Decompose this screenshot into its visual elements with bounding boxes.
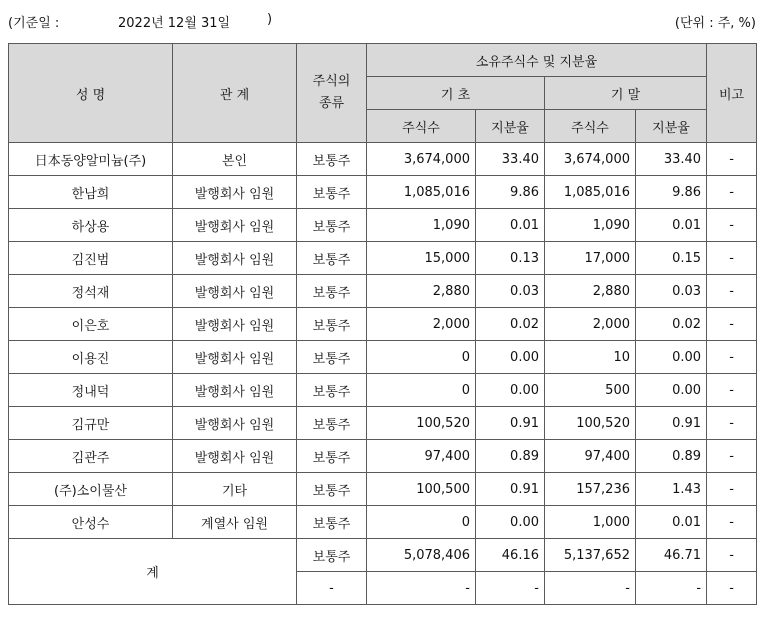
- col-header-end-ratio: 지분율: [636, 110, 707, 143]
- cell-end-ratio: 0.01: [636, 506, 707, 539]
- cell-note: -: [707, 308, 757, 341]
- cell-stock-type: 보통주: [297, 143, 367, 176]
- cell-note: -: [707, 341, 757, 374]
- cell-relation: 발행회사 임원: [173, 275, 297, 308]
- cell-name: 정내덕: [9, 374, 173, 407]
- cell-end-shares: 3,674,000: [545, 143, 636, 176]
- cell-stock-type: 보통주: [297, 440, 367, 473]
- cell-begin-shares: 1,085,016: [367, 176, 476, 209]
- table-row: [9, 143, 757, 176]
- cell-begin-ratio: 0.00: [476, 341, 545, 374]
- cell-relation: 발행회사 임원: [173, 176, 297, 209]
- cell-begin-ratio: 0.89: [476, 440, 545, 473]
- cell-end-shares: 100,520: [545, 407, 636, 440]
- cell-begin-shares: 3,674,000: [367, 143, 476, 176]
- cell-begin-shares: 97,400: [367, 440, 476, 473]
- cell-note: -: [707, 242, 757, 275]
- cell-end-shares: 17,000: [545, 242, 636, 275]
- cell-stock-type: 보통주: [297, 242, 367, 275]
- total-other-end-ratio: -: [636, 572, 707, 605]
- cell-end-shares: 2,880: [545, 275, 636, 308]
- col-header-begin-ratio: 지분율: [476, 110, 545, 143]
- cell-name: 이은호: [9, 308, 173, 341]
- cell-begin-shares: 0: [367, 341, 476, 374]
- col-header-ownership: 소유주식수 및 지분율: [367, 44, 707, 77]
- table-row: [9, 308, 757, 341]
- total-other-end-shares: -: [545, 572, 636, 605]
- unit-label: (단위 : 주, %): [674, 16, 756, 31]
- cell-name: 안성수: [9, 506, 173, 539]
- cell-end-shares: 97,400: [545, 440, 636, 473]
- base-date-value: 2022년 12월 31일: [118, 16, 231, 31]
- col-header-stock-type: 주식의 종류: [297, 44, 367, 143]
- table-row: [9, 374, 757, 407]
- cell-begin-ratio: 0.02: [476, 308, 545, 341]
- cell-stock-type: 보통주: [297, 473, 367, 506]
- table-row: [9, 275, 757, 308]
- cell-end-ratio: 9.86: [636, 176, 707, 209]
- cell-note: -: [707, 275, 757, 308]
- cell-relation: 발행회사 임원: [173, 374, 297, 407]
- cell-end-ratio: 0.00: [636, 341, 707, 374]
- cell-end-shares: 1,085,016: [545, 176, 636, 209]
- cell-relation: 발행회사 임원: [173, 242, 297, 275]
- cell-name: 한남희: [9, 176, 173, 209]
- cell-relation: 본인: [173, 143, 297, 176]
- cell-end-shares: 500: [545, 374, 636, 407]
- cell-begin-shares: 100,520: [367, 407, 476, 440]
- cell-note: -: [707, 440, 757, 473]
- cell-begin-ratio: 9.86: [476, 176, 545, 209]
- cell-end-ratio: 0.89: [636, 440, 707, 473]
- table-row: [9, 176, 757, 209]
- col-header-begin: 기 초: [367, 77, 545, 110]
- cell-end-ratio: 0.01: [636, 209, 707, 242]
- total-other-begin-shares: -: [367, 572, 476, 605]
- cell-begin-ratio: 33.40: [476, 143, 545, 176]
- total-end-ratio: 46.71: [636, 539, 707, 572]
- table-row: [9, 506, 757, 539]
- cell-name: 김규만: [9, 407, 173, 440]
- cell-begin-ratio: 0.13: [476, 242, 545, 275]
- cell-end-ratio: 33.40: [636, 143, 707, 176]
- cell-name: 이용진: [9, 341, 173, 374]
- cell-stock-type: 보통주: [297, 275, 367, 308]
- cell-end-shares: 2,000: [545, 308, 636, 341]
- cell-note: -: [707, 506, 757, 539]
- cell-begin-ratio: 0.01: [476, 209, 545, 242]
- cell-relation: 기타: [173, 473, 297, 506]
- cell-end-shares: 10: [545, 341, 636, 374]
- cell-relation: 발행회사 임원: [173, 308, 297, 341]
- report-header: [8, 12, 756, 30]
- cell-stock-type: 보통주: [297, 506, 367, 539]
- cell-begin-ratio: 0.03: [476, 275, 545, 308]
- table-row: [9, 209, 757, 242]
- cell-relation: 발행회사 임원: [173, 440, 297, 473]
- shareholder-table: [8, 43, 757, 605]
- total-note: -: [707, 539, 757, 572]
- cell-stock-type: 보통주: [297, 176, 367, 209]
- cell-name: (주)소이물산: [9, 473, 173, 506]
- cell-begin-ratio: 0.91: [476, 473, 545, 506]
- total-other-begin-ratio: -: [476, 572, 545, 605]
- cell-end-shares: 157,236: [545, 473, 636, 506]
- col-header-relation: 관 계: [173, 44, 297, 143]
- cell-name: 하상용: [9, 209, 173, 242]
- cell-begin-ratio: 0.91: [476, 407, 545, 440]
- cell-end-ratio: 0.15: [636, 242, 707, 275]
- cell-stock-type: 보통주: [297, 341, 367, 374]
- cell-note: -: [707, 374, 757, 407]
- table-row: [9, 242, 757, 275]
- cell-relation: 발행회사 임원: [173, 341, 297, 374]
- cell-relation: 발행회사 임원: [173, 209, 297, 242]
- cell-begin-shares: 100,500: [367, 473, 476, 506]
- cell-stock-type: 보통주: [297, 374, 367, 407]
- cell-name: 日本동양알미늄(주): [9, 143, 173, 176]
- cell-note: -: [707, 209, 757, 242]
- table-row: [9, 473, 757, 506]
- cell-note: -: [707, 473, 757, 506]
- cell-end-ratio: 0.02: [636, 308, 707, 341]
- base-date-label: (기준일 :: [8, 16, 60, 31]
- cell-relation: 계열사 임원: [173, 506, 297, 539]
- cell-end-ratio: 1.43: [636, 473, 707, 506]
- cell-begin-ratio: 0.00: [476, 374, 545, 407]
- cell-name: 김관주: [9, 440, 173, 473]
- cell-note: -: [707, 407, 757, 440]
- cell-begin-shares: 15,000: [367, 242, 476, 275]
- total-end-shares: 5,137,652: [545, 539, 636, 572]
- cell-begin-shares: 2,880: [367, 275, 476, 308]
- base-date-close: ): [267, 12, 273, 27]
- total-type: 보통주: [297, 539, 367, 572]
- cell-end-ratio: 0.00: [636, 374, 707, 407]
- table-row: [9, 407, 757, 440]
- col-header-begin-shares: 주식수: [367, 110, 476, 143]
- cell-name: 정석재: [9, 275, 173, 308]
- col-header-end: 기 말: [545, 77, 707, 110]
- cell-relation: 발행회사 임원: [173, 407, 297, 440]
- cell-stock-type: 보통주: [297, 407, 367, 440]
- total-label: 계: [9, 539, 297, 605]
- col-header-note: 비고: [707, 44, 757, 143]
- cell-end-ratio: 0.03: [636, 275, 707, 308]
- total-begin-ratio: 46.16: [476, 539, 545, 572]
- cell-stock-type: 보통주: [297, 308, 367, 341]
- cell-end-ratio: 0.91: [636, 407, 707, 440]
- cell-begin-shares: 0: [367, 374, 476, 407]
- cell-end-shares: 1,090: [545, 209, 636, 242]
- table-row: [9, 341, 757, 374]
- cell-begin-shares: 2,000: [367, 308, 476, 341]
- cell-begin-ratio: 0.00: [476, 506, 545, 539]
- cell-note: -: [707, 143, 757, 176]
- cell-stock-type: 보통주: [297, 209, 367, 242]
- cell-note: -: [707, 176, 757, 209]
- col-header-end-shares: 주식수: [545, 110, 636, 143]
- cell-name: 김진범: [9, 242, 173, 275]
- total-other-note: -: [707, 572, 757, 605]
- total-other-type: -: [297, 572, 367, 605]
- col-header-name: 성 명: [9, 44, 173, 143]
- cell-end-shares: 1,000: [545, 506, 636, 539]
- total-begin-shares: 5,078,406: [367, 539, 476, 572]
- table-row: [9, 440, 757, 473]
- cell-begin-shares: 1,090: [367, 209, 476, 242]
- cell-begin-shares: 0: [367, 506, 476, 539]
